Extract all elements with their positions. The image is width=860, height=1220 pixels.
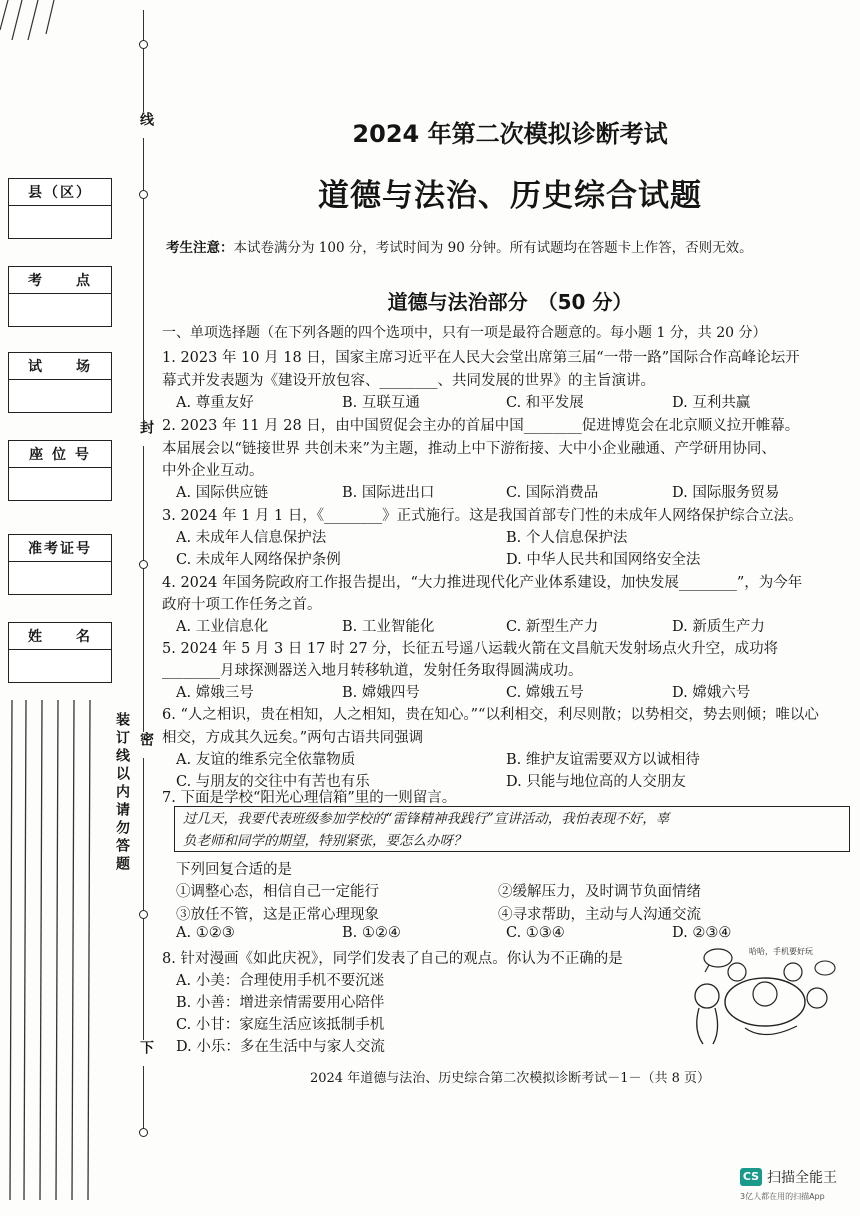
q5-option-b[interactable]: B. 嫦娥四号 [342, 685, 420, 701]
q1-option-a[interactable]: A. 尊重友好 [176, 395, 254, 411]
main-content [160, 0, 860, 1217]
q7-statement-1: ①调整心态，相信自己一定能行 [176, 884, 379, 900]
q3-line1: 3. 2024 年 1 月 1 日，《________》正式施行。这是我国首部专门性的未成年人网络保护综合立法。 [162, 508, 803, 524]
q7-option-a[interactable]: A. ①②③ [176, 925, 235, 941]
q5-line2: ________月球探测器送入地月转移轨道，发射任务取得圆满成功。 [162, 663, 583, 679]
q7-statement-2: ②缓解压力，及时调节负面情绪 [498, 884, 701, 900]
q2-line1: 2. 2023 年 11 月 28 日，由中国贸促会主办的首届中国________促进博览会在北京顺义拉开帷幕。 [162, 418, 800, 434]
field-seat-number[interactable] [8, 440, 112, 501]
q7-option-b[interactable]: B. ①②④ [342, 925, 401, 941]
exam-notice [166, 236, 856, 256]
field-seat-number-blank[interactable] [9, 468, 111, 500]
notice-label: 考生注意： [166, 240, 234, 256]
q4-option-c[interactable]: C. 新型生产力 [506, 619, 599, 635]
q2-option-b[interactable]: B. 国际进出口 [342, 485, 435, 501]
q7-message-line1: 过几天，我要代表班级参加学校的“雷锋精神我践行”宣讲活动，我怕表现不好，辜 [183, 811, 670, 827]
q2-option-a[interactable]: A. 国际供应链 [176, 485, 269, 501]
q4-line2: 政府十项工作任务之首。 [162, 597, 322, 613]
q3-option-a[interactable]: A. 未成年人信息保护法 [176, 530, 327, 546]
q2-option-c[interactable]: C. 国际消费品 [506, 485, 599, 501]
q8-option-c[interactable]: C. 小甘：家庭生活应该抵制手机 [176, 1017, 385, 1033]
q7-line2: 下列回复合适的是 [176, 862, 292, 878]
field-exam-room-label: 试 场 [9, 353, 111, 380]
field-exam-room-blank[interactable] [9, 380, 111, 412]
binding-circle [139, 40, 148, 49]
binding-text-xian: 线 [138, 112, 154, 138]
q6-option-d[interactable]: D. 只能与地位高的人交朋友 [506, 774, 686, 790]
field-county-label: 县（区） [9, 179, 111, 206]
field-name-label: 姓 名 [9, 623, 111, 650]
q1-line1: 1. 2023 年 10 月 18 日，国家主席习近平在人民大会堂出席第三届“一带一路”国际合作高峰论坛开 [162, 350, 800, 366]
q3-option-d[interactable]: D. 中华人民共和国网络安全法 [506, 552, 701, 568]
binding-text-xia: 下 [138, 1040, 154, 1066]
q7-statement-4: ④寻求帮助，主动与人沟通交流 [498, 907, 701, 923]
q4-option-a[interactable]: A. 工业信息化 [176, 619, 269, 635]
q1-option-d[interactable]: D. 互利共赢 [672, 395, 751, 411]
q1-option-b[interactable]: B. 互联互通 [342, 395, 420, 411]
cartoon-drawing [685, 938, 845, 1052]
binding-text-feng: 封 [138, 420, 154, 446]
corner-lines [0, 0, 60, 70]
binding-lines [0, 700, 110, 1220]
part1-instructions: 一、单项选择题（在下列各题的四个选项中，只有一项是最符合题意的。每小题 1 分，共 20 分） [162, 325, 767, 341]
field-county-blank[interactable] [9, 206, 111, 238]
page-footer: 2024 年道德与法治、历史综合第二次模拟诊断考试－1－（共 8 页） [309, 1071, 711, 1086]
q7-option-d[interactable]: D. ②③④ [672, 925, 732, 941]
notice-text: 本试卷满分为 100 分，考试时间为 90 分钟。所有试题均在答题卡上作答，否则无效。 [233, 240, 753, 256]
q8-option-d[interactable]: D. 小乐：多在生活中与家人交流 [176, 1039, 385, 1055]
exam-subtitle: 道德与法治、历史综合试题 [318, 178, 702, 214]
q7-line1: 7. 下面是学校“阳光心理信箱”里的一则留言。 [162, 790, 457, 806]
field-name[interactable] [8, 622, 112, 683]
field-county[interactable] [8, 178, 112, 239]
q2-line2: 本届展会以“链接世界 共创未来”为主题，推动上中下游衔接、大中小企业融通、产学研用协同、 [162, 441, 776, 457]
field-exam-site-blank[interactable] [9, 294, 111, 326]
q2-option-d[interactable]: D. 国际服务贸易 [672, 485, 780, 501]
field-exam-site-label: 考 点 [9, 267, 111, 294]
q5-option-a[interactable]: A. 嫦娥三号 [176, 685, 254, 701]
q4-line1: 4. 2024 年国务院政府工作报告提出，“大力推进现代化产业体系建设，加快发展________”，为今年 [162, 575, 803, 591]
q4-option-d[interactable]: D. 新质生产力 [672, 619, 765, 635]
q5-line1: 5. 2024 年 5 月 3 日 17 时 27 分，长征五号遥八运载火箭在文昌航天发射场点火升空，成功将 [162, 641, 779, 657]
binding-line [143, 10, 144, 1130]
field-seat-number-label: 座 位 号 [9, 441, 111, 468]
q7-message-box [174, 806, 850, 852]
q5-option-d[interactable]: D. 嫦娥六号 [672, 685, 751, 701]
binding-strip [0, 0, 160, 1217]
binding-circle [139, 910, 148, 919]
binding-warning: 装订线以内请勿答题 [114, 712, 130, 874]
field-exam-site[interactable] [8, 266, 112, 327]
q8-option-a[interactable]: A. 小美：合理使用手机不要沉迷 [176, 973, 385, 989]
section-title: 道德与法治部分 （50 分） [387, 290, 633, 314]
q3-option-b[interactable]: B. 个人信息保护法 [506, 530, 628, 546]
q6-line1: 6. “人之相识，贵在相知，人之相知，贵在知心。”“以利相交，利尽则散；以势相交，势去则倾；唯以心 [162, 707, 819, 723]
q7-option-c[interactable]: C. ①③④ [506, 925, 565, 941]
q7-message-line2: 负老师和同学的期望，特别紧张，要怎么办呀？ [183, 833, 467, 849]
q3-option-c[interactable]: C. 未成年人网络保护条例 [176, 552, 341, 568]
scanner-logo [740, 1167, 855, 1207]
binding-text-mi: 密 [138, 732, 154, 758]
field-admission-number[interactable] [8, 534, 112, 595]
q5-option-c[interactable]: C. 嫦娥五号 [506, 685, 584, 701]
cartoon-image [685, 938, 845, 1052]
q6-option-a[interactable]: A. 友谊的维系完全依靠物质 [176, 752, 356, 768]
q6-option-b[interactable]: B. 维护友谊需要双方以诚相待 [506, 752, 700, 768]
q6-line2: 相交，方成其久远矣。”两句古语共同强调 [162, 730, 424, 746]
field-exam-room[interactable] [8, 352, 112, 413]
exam-title: 2024 年第二次模拟诊断考试 [352, 120, 668, 148]
scanner-badge: CS [740, 1168, 762, 1186]
field-admission-number-label: 准考证号 [9, 535, 111, 562]
field-name-blank[interactable] [9, 650, 111, 682]
field-admission-number-blank[interactable] [9, 562, 111, 594]
q4-option-b[interactable]: B. 工业智能化 [342, 619, 435, 635]
q1-line2: 幕式并发表题为《建设开放包容、________、共同发展的世界》的主旨演讲。 [162, 373, 655, 389]
q8-line1: 8. 针对漫画《如此庆祝》，同学们发表了自己的观点。你认为不正确的是 [162, 951, 623, 967]
q1-option-c[interactable]: C. 和平发展 [506, 395, 584, 411]
q2-line3: 中外企业互动。 [162, 463, 264, 479]
scanner-name: 扫描全能王 [767, 1170, 837, 1186]
cartoon-caption: 哈哈，手机要好玩 [749, 947, 813, 956]
q7-statement-3: ③放任不管，这是正常心理现象 [176, 907, 379, 923]
scanner-slogan: 3亿人都在用的扫描App [740, 1192, 825, 1201]
binding-circle [139, 560, 148, 569]
binding-circle [139, 1128, 148, 1137]
binding-circle [139, 190, 148, 199]
q6-option-c[interactable]: C. 与朋友的交往中有苦也有乐 [176, 774, 370, 790]
q8-option-b[interactable]: B. 小善：增进亲情需要用心陪伴 [176, 995, 385, 1011]
